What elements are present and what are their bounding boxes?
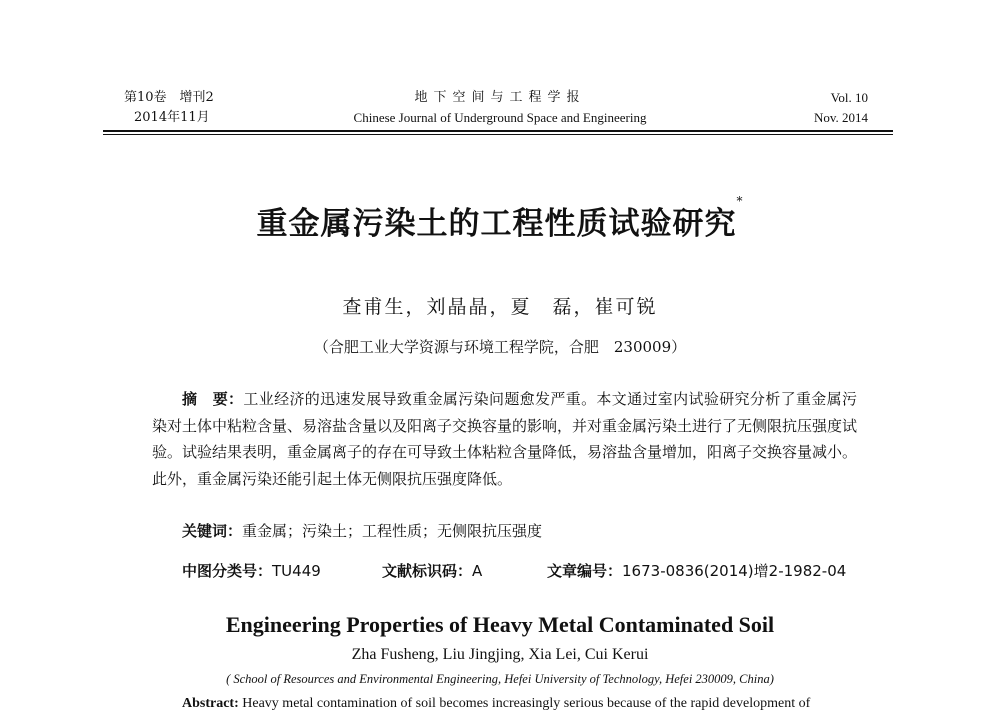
abstract-en-text: Heavy metal contamination of soil becomes increasingly serious because of the rapid development of — [242, 696, 811, 711]
article-number — [547, 560, 846, 581]
header-rule-thick — [103, 130, 893, 132]
clc-label: 中图分类号： — [182, 562, 273, 580]
clc-number — [182, 560, 321, 581]
abstract-en-label: Abstract: — [182, 696, 239, 711]
classification-line — [182, 560, 862, 580]
keywords-text: 重金属；污染土；工程性质；无侧限抗压强度 — [242, 522, 543, 540]
affiliation-en: ( School of Resources and Environmental Engineering, Hefei University of Technology, Hefei 230009, China) — [226, 672, 774, 686]
header-volume-en: Vol. 10 — [830, 90, 868, 105]
abstract-en — [152, 693, 862, 715]
header-date-en: Nov. 2014 — [813, 110, 868, 125]
keywords-label: 关键词： — [182, 522, 243, 540]
doc-label: 文献标识码： — [382, 562, 473, 580]
clc-value: TU449 — [272, 562, 321, 580]
doc-value: A — [472, 562, 483, 580]
authors-cn: 查甫生，刘晶晶，夏 磊，崔可锐 — [342, 296, 658, 318]
header-volume-cn: 第10卷 增刊2 — [124, 90, 214, 105]
article-value: 1673-0836(2014)增2-1982-04 — [622, 562, 847, 580]
paper-title-cn-text: 重金属污染土的工程性质试验研究 — [256, 206, 737, 242]
document-code — [382, 560, 482, 581]
paper-title-en: Engineering Properties of Heavy Metal Contaminated Soil — [225, 612, 775, 637]
abstract-cn — [152, 386, 857, 492]
authors-en: Zha Fusheng, Liu Jingjing, Xia Lei, Cui Kerui — [351, 646, 649, 663]
title-footnote-mark: * — [736, 194, 744, 208]
abstract-cn-text: 工业经济的迅速发展导致重金属污染问题愈发严重。本文通过室内试验研究分析了重金属污染对土体中粘粒含量、易溶盐含量以及阳离子交换容量的影响，并对重金属污染土进行了无侧限抗压强度试验。试验结果表明，重金属离子的存在可导致土体粘粒含量降低，易溶盐含量增加，阳离子交换容量减小。此外，重金属污染还能引起土体无侧限抗压强度降低。 — [152, 390, 858, 488]
paper-title-cn — [0, 194, 1000, 243]
header-rule-thin — [103, 134, 893, 135]
abstract-cn-label: 摘 要： — [182, 390, 244, 408]
header-journal-cn: 地下空间与工程学报 — [414, 90, 586, 105]
affiliation-cn: （合肥工业大学资源与环境工程学院，合肥 230009） — [313, 338, 687, 356]
header-date-cn: 2014年11月 — [134, 110, 210, 125]
header-journal-en: Chinese Journal of Underground Space and Engineering — [353, 110, 647, 125]
article-label: 文章编号： — [547, 562, 623, 580]
keywords-cn — [182, 520, 542, 541]
